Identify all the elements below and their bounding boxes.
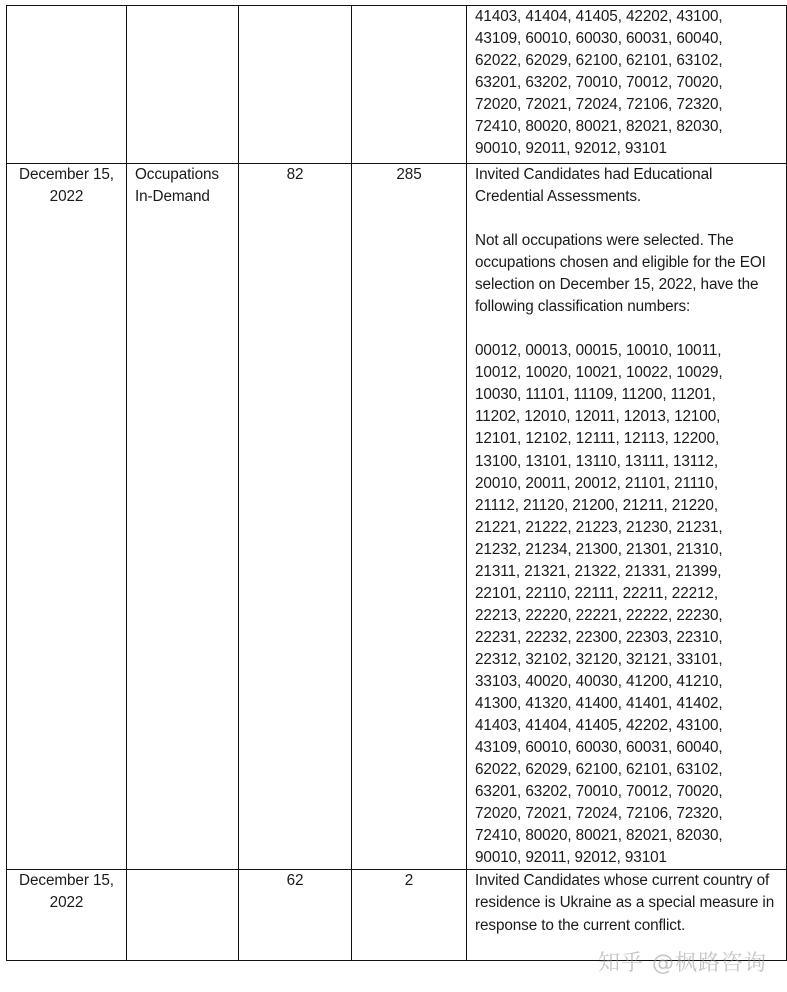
codes-line: 90010, 92011, 92012, 93101	[475, 140, 667, 158]
codes-line: 41403, 41404, 41405, 42202, 43100,	[475, 717, 723, 735]
codes-line: 21232, 21234, 21300, 21301, 21310,	[475, 540, 723, 558]
codes-line: 22312, 32102, 32120, 32121, 33101,	[475, 650, 723, 668]
codes-line: 12101, 12102, 12111, 12113, 12200,	[475, 430, 720, 448]
codes-line: 22213, 22220, 22221, 22222, 22230,	[475, 606, 723, 624]
codes-line: 00012, 00013, 00015, 10010, 10011,	[475, 342, 722, 360]
min-score-cell: 82	[239, 164, 352, 870]
codes-line: 43109, 60010, 60030, 60031, 60040,	[475, 739, 723, 757]
stream-cell: Occupations In-Demand	[127, 164, 239, 870]
stream-cell	[127, 6, 239, 164]
notes-paragraph: Invited Candidates whose current country of residence is Ukraine as a special measure in response to the current conflict.	[475, 872, 775, 934]
codes-line: 62022, 62029, 62100, 62101, 63102,	[475, 52, 723, 70]
codes-line: 21311, 21321, 21322, 21331, 21399,	[475, 562, 722, 580]
codes-line: 43109, 60010, 60030, 60031, 60040,	[475, 30, 723, 48]
codes-line: 33103, 40020, 40030, 41200, 41210,	[475, 672, 723, 690]
table-row	[7, 164, 787, 870]
occupation-codes-list	[475, 6, 778, 160]
table-row	[7, 6, 787, 164]
invitations-cell	[352, 6, 467, 164]
codes-line: 22231, 22232, 22300, 22303, 22310,	[475, 628, 723, 646]
stream-cell	[127, 870, 239, 961]
codes-line: 72020, 72021, 72024, 72106, 72320,	[475, 96, 723, 114]
codes-line: 20010, 20011, 20012, 21101, 21110,	[475, 474, 718, 492]
codes-line: 21221, 21222, 21223, 21230, 21231,	[475, 518, 723, 536]
codes-line: 90010, 92011, 92012, 93101	[475, 849, 667, 867]
codes-line: 21112, 21120, 21200, 21211, 21220,	[475, 496, 718, 514]
codes-line: 10012, 10020, 10021, 10022, 10029,	[475, 364, 723, 382]
notes-cell	[467, 164, 787, 870]
occupation-codes-list	[475, 340, 778, 869]
invitations-cell: 285	[352, 164, 467, 870]
min-score-cell: 62	[239, 870, 352, 961]
codes-line: 62022, 62029, 62100, 62101, 63102,	[475, 761, 723, 779]
codes-line: 63201, 63202, 70010, 70012, 70020,	[475, 74, 723, 92]
notes-paragraph: Not all occupations were selected. The occupations chosen and eligible for the EOI selection on December 15, 2022, have the following classification numbers:	[475, 232, 766, 316]
codes-line: 22101, 22110, 22111, 22211, 22212,	[475, 584, 718, 602]
notes-cell	[467, 6, 787, 164]
codes-line: 41300, 41320, 41400, 41401, 41402,	[475, 695, 723, 713]
notes-cell	[467, 870, 787, 961]
notes-paragraph: Invited Candidates had Educational Credential Assessments.	[475, 166, 713, 206]
min-score-cell	[239, 6, 352, 164]
codes-line: 72410, 80020, 80021, 82021, 82030,	[475, 118, 723, 136]
codes-line: 63201, 63202, 70010, 70012, 70020,	[475, 783, 723, 801]
codes-line: 11202, 12010, 12011, 12013, 12100,	[475, 408, 721, 426]
codes-line: 10030, 11101, 11109, 11200, 11201,	[475, 386, 716, 404]
date-cell	[7, 6, 127, 164]
codes-line: 13100, 13101, 13110, 13111, 13112,	[475, 452, 718, 470]
date-cell: December 15, 2022	[7, 164, 127, 870]
eoi-draws-table	[6, 5, 787, 961]
codes-line: 41403, 41404, 41405, 42202, 43100,	[475, 8, 723, 25]
date-cell: December 15, 2022	[7, 870, 127, 961]
codes-line: 72020, 72021, 72024, 72106, 72320,	[475, 805, 723, 823]
table-row	[7, 870, 787, 961]
invitations-cell: 2	[352, 870, 467, 961]
watermark: 知乎 @枫路咨询	[598, 951, 767, 976]
codes-line: 72410, 80020, 80021, 82021, 82030,	[475, 827, 723, 845]
